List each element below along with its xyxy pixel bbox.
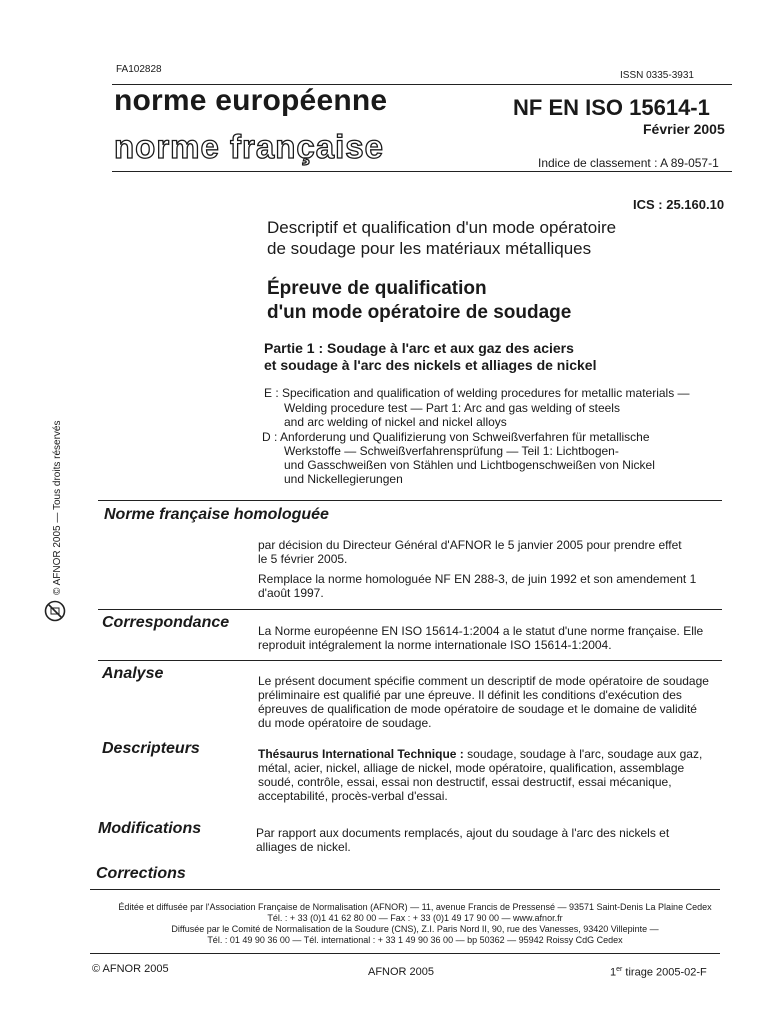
analyse-text-line1: Le présent document spécifie comment un descriptif de mode opératoire de soudage <box>258 674 709 688</box>
homologuee-text-line1: par décision du Directeur Général d'AFNOR le 5 janvier 2005 pour prendre effet <box>258 538 682 552</box>
section-heading-descripteurs: Descripteurs <box>102 740 200 757</box>
german-title-line1: D : Anforderung und Qualifizierung von Schweißverfahren für metallische <box>262 430 650 444</box>
german-title-line3: und Gasschweißen von Stählen und Lichtbogenschweißen von Nickel <box>284 458 655 472</box>
print-run-text: tirage 2005-02-F <box>622 966 707 979</box>
section-rule-3 <box>98 660 722 661</box>
descripteurs-text-line4: acceptabilité, procès-verbal d'essai. <box>258 789 448 803</box>
analyse-text-line2: préliminaire est qualifié par une épreuve. Il définit les conditions d'exécution des <box>258 688 682 702</box>
section-rule-2 <box>98 609 722 610</box>
analyse-text-line3: épreuves de qualification de mode opératoire de soudage et le domaine de validité <box>258 702 697 716</box>
homologuee-text-line4: d'août 1997. <box>258 586 324 600</box>
descripteurs-text-line2: métal, acier, nickel, alliage de nickel, mode opératoire, qualification, assemblage <box>258 761 685 775</box>
modifications-text-line1: Par rapport aux documents remplacés, ajout du soudage à l'arc des nickels et <box>256 826 670 840</box>
publication-date: Février 2005 <box>643 121 725 137</box>
descriptive-title-line2: de soudage pour les matériaux métalliques <box>267 239 592 258</box>
print-run-superscript: er <box>616 966 623 973</box>
homologuee-text-line3: Remplace la norme homologuée NF EN 288-3, de juin 1992 et son amendement 1 <box>258 572 697 586</box>
footer-editor-line1: Éditée et diffusée par l'Association Française de Normalisation (AFNOR) — 11, avenue Francis de Pressensé — 93571 Saint-Denis La Plaine Cedex <box>118 902 712 912</box>
footer-print-run <box>610 966 707 979</box>
title-norme-francaise: norme française <box>114 128 384 165</box>
section-heading-analyse: Analyse <box>102 665 164 682</box>
english-title-line1: E : Specification and qualification of welding procedures for metallic materials — <box>264 386 690 400</box>
descripteurs-terms-line1: soudage, soudage à l'arc, soudage aux gaz, <box>467 747 703 761</box>
main-title-line2: d'un mode opératoire de soudage <box>267 302 572 323</box>
copyright-vertical: © AFNOR 2005 — Tous droits réservés <box>52 420 63 595</box>
part-title-line2: et soudage à l'arc des nickels et alliages de nickel <box>264 357 597 373</box>
german-title-line4: und Nickellegierungen <box>284 472 403 486</box>
ics-code: ICS : 25.160.10 <box>633 197 725 212</box>
section-heading-corrections: Corrections <box>96 865 186 882</box>
descripteurs-label: Thésaurus International Technique : <box>258 747 464 761</box>
footer-rule-top <box>90 889 720 890</box>
descriptive-title-line1: Descriptif et qualification d'un mode opératoire <box>267 218 617 237</box>
footer-center: AFNOR 2005 <box>368 966 435 978</box>
title-norme-europeenne: norme européenne <box>114 84 388 117</box>
part-title-line1: Partie 1 : Soudage à l'arc et aux gaz des aciers <box>264 340 574 356</box>
header-bottom-rule <box>112 171 732 172</box>
english-title-line3: and arc welding of nickel and nickel alloys <box>284 415 507 429</box>
descripteurs-text-line3: soudé, contrôle, essai, essai non destructif, essai destructif, essai mécanique, <box>258 775 672 789</box>
english-title-line2: Welding procedure test — Part 1: Arc and gas welding of steels <box>284 401 620 415</box>
correspondance-text-line1: La Norme européenne EN ISO 15614-1:2004 a le statut d'une norme française. Elle <box>258 624 704 638</box>
descripteurs-text-line1 <box>258 747 702 761</box>
section-heading-modifications: Modifications <box>98 820 202 837</box>
standard-number: NF EN ISO 15614-1 <box>513 95 710 120</box>
footer-rule-bottom <box>90 953 720 954</box>
section-rule-top <box>98 500 722 501</box>
analyse-text-line4: du mode opératoire de soudage. <box>258 716 432 730</box>
classification-index: Indice de classement : A 89-057-1 <box>538 156 719 170</box>
print-run-number: 1 <box>610 966 617 979</box>
document-reference: FA102828 <box>116 64 162 75</box>
german-title-line2: Werkstoffe — Schweißverfahrensprüfung — Teil 1: Lichtbogen- <box>284 444 619 458</box>
correspondance-text-line2: reproduit intégralement la norme internationale ISO 15614-1:2004. <box>258 638 612 652</box>
footer-distributor-line1: Diffusée par le Comité de Normalisation de la Soudure (CNS), Z.I. Paris Nord II, 90, rue des Vanesses, 93420 Villepinte — <box>171 924 659 934</box>
section-heading-homologuee: Norme française homologuée <box>104 506 329 523</box>
footer-distributor-line2: Tél. : 01 49 90 36 00 — Tél. international : + 33 1 49 90 36 00 — bp 50362 — 95942 Roissy CdG Cedex <box>207 935 623 945</box>
issn: ISSN 0335-3931 <box>620 70 694 81</box>
modifications-text-line2: alliages de nickel. <box>256 840 351 854</box>
footer-copyright: © AFNOR 2005 <box>92 963 169 975</box>
section-heading-correspondance: Correspondance <box>102 614 230 631</box>
footer-editor-line2: Tél. : + 33 (0)1 41 62 80 00 — Fax : + 33 (0)1 49 17 90 00 — www.afnor.fr <box>267 913 563 923</box>
main-title-line1: Épreuve de qualification <box>267 278 487 299</box>
homologuee-text-line2: le 5 février 2005. <box>258 552 348 566</box>
no-photocopy-icon <box>44 600 66 622</box>
